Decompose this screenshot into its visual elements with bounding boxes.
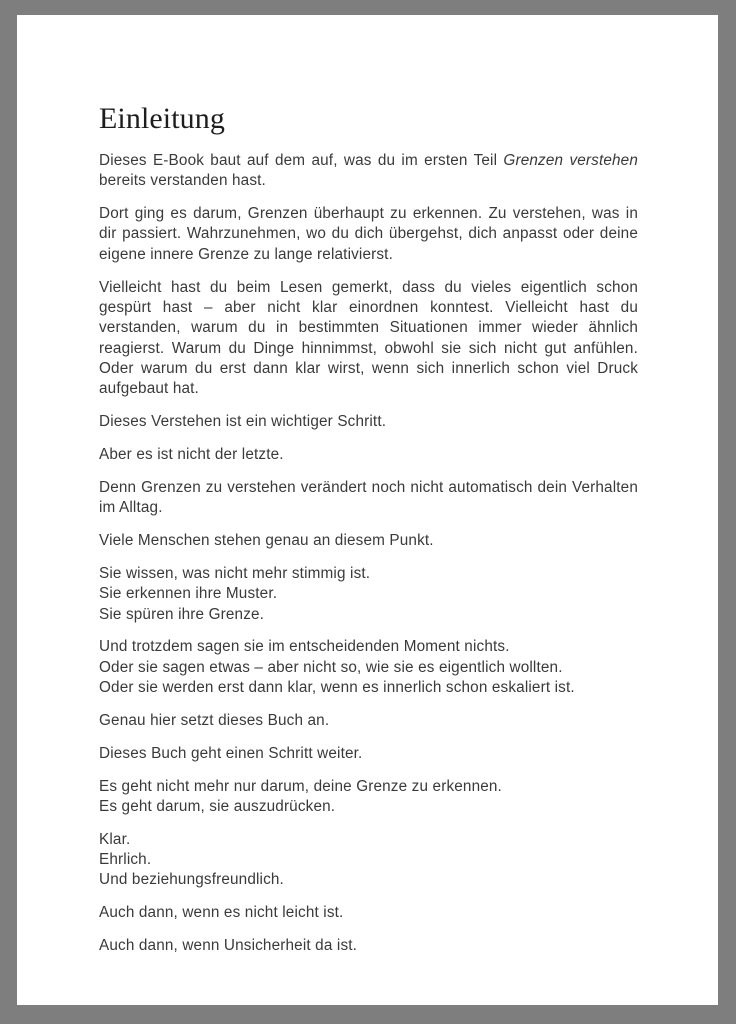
paragraph-p1 xyxy=(99,151,638,192)
paragraph-p8 xyxy=(99,564,638,625)
text-run: bereits verstanden hast. xyxy=(99,172,266,190)
paragraph-p10: Genau hier setzt dieses Buch an. xyxy=(99,711,330,729)
paragraph-p12 xyxy=(99,777,638,818)
text-line: Sie wissen, was nicht mehr stimmig ist. xyxy=(99,564,371,582)
text-line: Es geht nicht mehr nur darum, deine Grenze zu erkennen. xyxy=(99,777,502,795)
text-line: Ehrlich. xyxy=(99,851,152,869)
paragraph-p7: Viele Menschen stehen genau an diesem Punkt. xyxy=(99,532,434,550)
page-text-column xyxy=(99,101,638,957)
paragraph-p6: Denn Grenzen zu verstehen verändert noch nicht automatisch dein Verhalten im Alltag. xyxy=(99,478,638,517)
paragraph-p11: Dieses Buch geht einen Schritt weiter. xyxy=(99,744,363,762)
paragraph-p14: Auch dann, wenn es nicht leicht ist. xyxy=(99,904,344,922)
paragraph-p2: Dort ging es darum, Grenzen überhaupt zu erkennen. Zu verstehen, was in dir passiert. Wahrzunehmen, wo du dich übergehst, dich anpasst oder deine eigene innere Grenze zu lange relativierst. xyxy=(99,205,638,263)
text-line: Und trotzdem sagen sie im entscheidenden Moment nichts. xyxy=(99,638,510,656)
paragraph-p9 xyxy=(99,637,638,698)
text-line: Klar. xyxy=(99,830,131,848)
text-line: Und beziehungsfreundlich. xyxy=(99,871,284,889)
text-line: Sie erkennen ihre Muster. xyxy=(99,585,278,603)
document-body xyxy=(99,151,638,957)
paragraph-p3: Vielleicht hast du beim Lesen gemerkt, dass du vieles eigentlich schon gespürt hast – aber nicht klar einordnen konntest. Vielleicht hast du verstanden, warum du in bestimmten Situationen immer wieder ähnlich reagierst. Warum du Dinge hinnimmst, obwohl sie sich nicht gut anfühlen. Oder warum du erst dann klar wirst, wenn sich innerlich schon viel Druck aufgebaut hat. xyxy=(99,278,638,398)
page-title: Einleitung xyxy=(99,102,225,135)
text-line: Es geht darum, sie auszudrücken. xyxy=(99,797,336,815)
text-run: Dieses E-Book baut auf dem auf, was du im ersten Teil xyxy=(99,152,504,169)
paragraph-p13 xyxy=(99,830,638,891)
text-line: Oder sie sagen etwas – aber nicht so, wie sie es eigentlich wollten. xyxy=(99,658,563,676)
paragraph-p4: Dieses Verstehen ist ein wichtiger Schritt. xyxy=(99,413,387,431)
paragraph-p15: Auch dann, wenn Unsicherheit da ist. xyxy=(99,937,358,955)
italic-title-reference: Grenzen verstehen xyxy=(503,152,638,169)
text-line: Oder sie werden erst dann klar, wenn es innerlich schon eskaliert ist. xyxy=(99,678,575,696)
document-page xyxy=(17,15,718,1005)
paragraph-p5: Aber es ist nicht der letzte. xyxy=(99,445,284,463)
text-line: Sie spüren ihre Grenze. xyxy=(99,605,265,623)
